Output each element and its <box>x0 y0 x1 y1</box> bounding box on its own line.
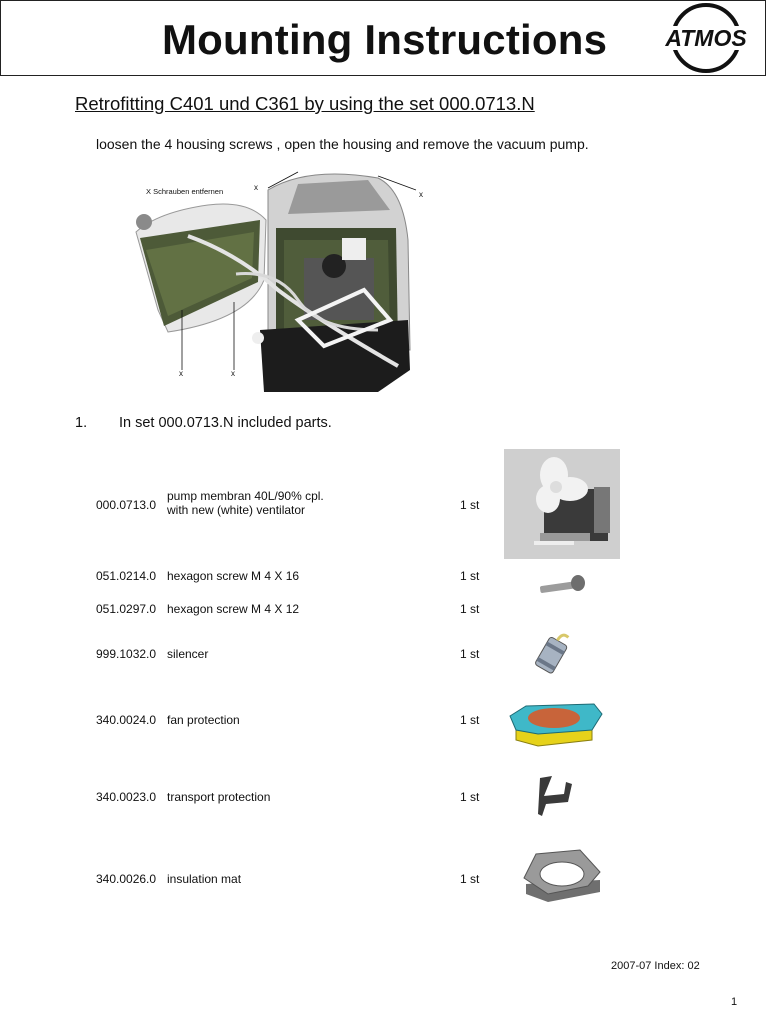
part-code: 340.0026.0 <box>96 872 157 886</box>
step-number: 1. <box>75 415 88 431</box>
part-description: transport protection <box>167 790 271 804</box>
step-text: In set 000.0713.N included parts. <box>119 415 332 431</box>
fan-protection-image <box>508 700 604 750</box>
part-quantity: 1 st <box>460 498 480 512</box>
part-quantity: 1 st <box>460 569 480 583</box>
page-title: Mounting Instructions <box>162 16 608 63</box>
subtitle: Retrofitting C401 und C361 by using the set 000.0713.N <box>75 93 535 114</box>
part-code: 999.1032.0 <box>96 647 157 661</box>
photo-legend: X Schrauben entfernen <box>146 187 224 196</box>
transport-protection-image <box>536 772 576 818</box>
part-quantity: 1 st <box>460 647 480 661</box>
silencer-image <box>528 628 578 680</box>
part-code: 051.0297.0 <box>96 602 157 616</box>
part-quantity: 1 st <box>460 602 480 616</box>
part-code: 051.0214.0 <box>96 569 157 583</box>
photo-mark: x <box>179 369 183 378</box>
part-description: silencer <box>167 647 209 661</box>
atmos-logo <box>650 1 762 75</box>
part-description: fan protection <box>167 713 240 727</box>
part-code: 340.0024.0 <box>96 713 157 727</box>
part-quantity: 1 st <box>460 713 480 727</box>
part-quantity: 1 st <box>460 790 480 804</box>
insulation-mat-image <box>522 848 602 904</box>
long-screw-image <box>536 572 588 598</box>
part-description: with new (white) ventilator <box>167 503 306 517</box>
part-quantity: 1 st <box>460 872 480 886</box>
photo-mark: x <box>254 183 258 192</box>
footer-index: 2007-07 Index: 02 <box>611 960 700 972</box>
logo-text: ATMOS <box>665 25 747 51</box>
intro-text: loosen the 4 housing screws , open the housing and remove the vacuum pump. <box>96 136 589 152</box>
page-number: 1 <box>731 996 738 1008</box>
part-code: 000.0713.0 <box>96 498 157 512</box>
part-description: insulation mat <box>167 872 242 886</box>
pump-with-fan-image <box>504 449 620 559</box>
housing-photo <box>128 170 428 398</box>
photo-mark: x <box>231 369 235 378</box>
part-code: 340.0023.0 <box>96 790 157 804</box>
photo-mark: x <box>419 190 423 199</box>
part-description: pump membran 40L/90% cpl. <box>167 489 324 503</box>
part-description: hexagon screw M 4 X 12 <box>167 602 300 616</box>
part-description: hexagon screw M 4 X 16 <box>167 569 300 583</box>
